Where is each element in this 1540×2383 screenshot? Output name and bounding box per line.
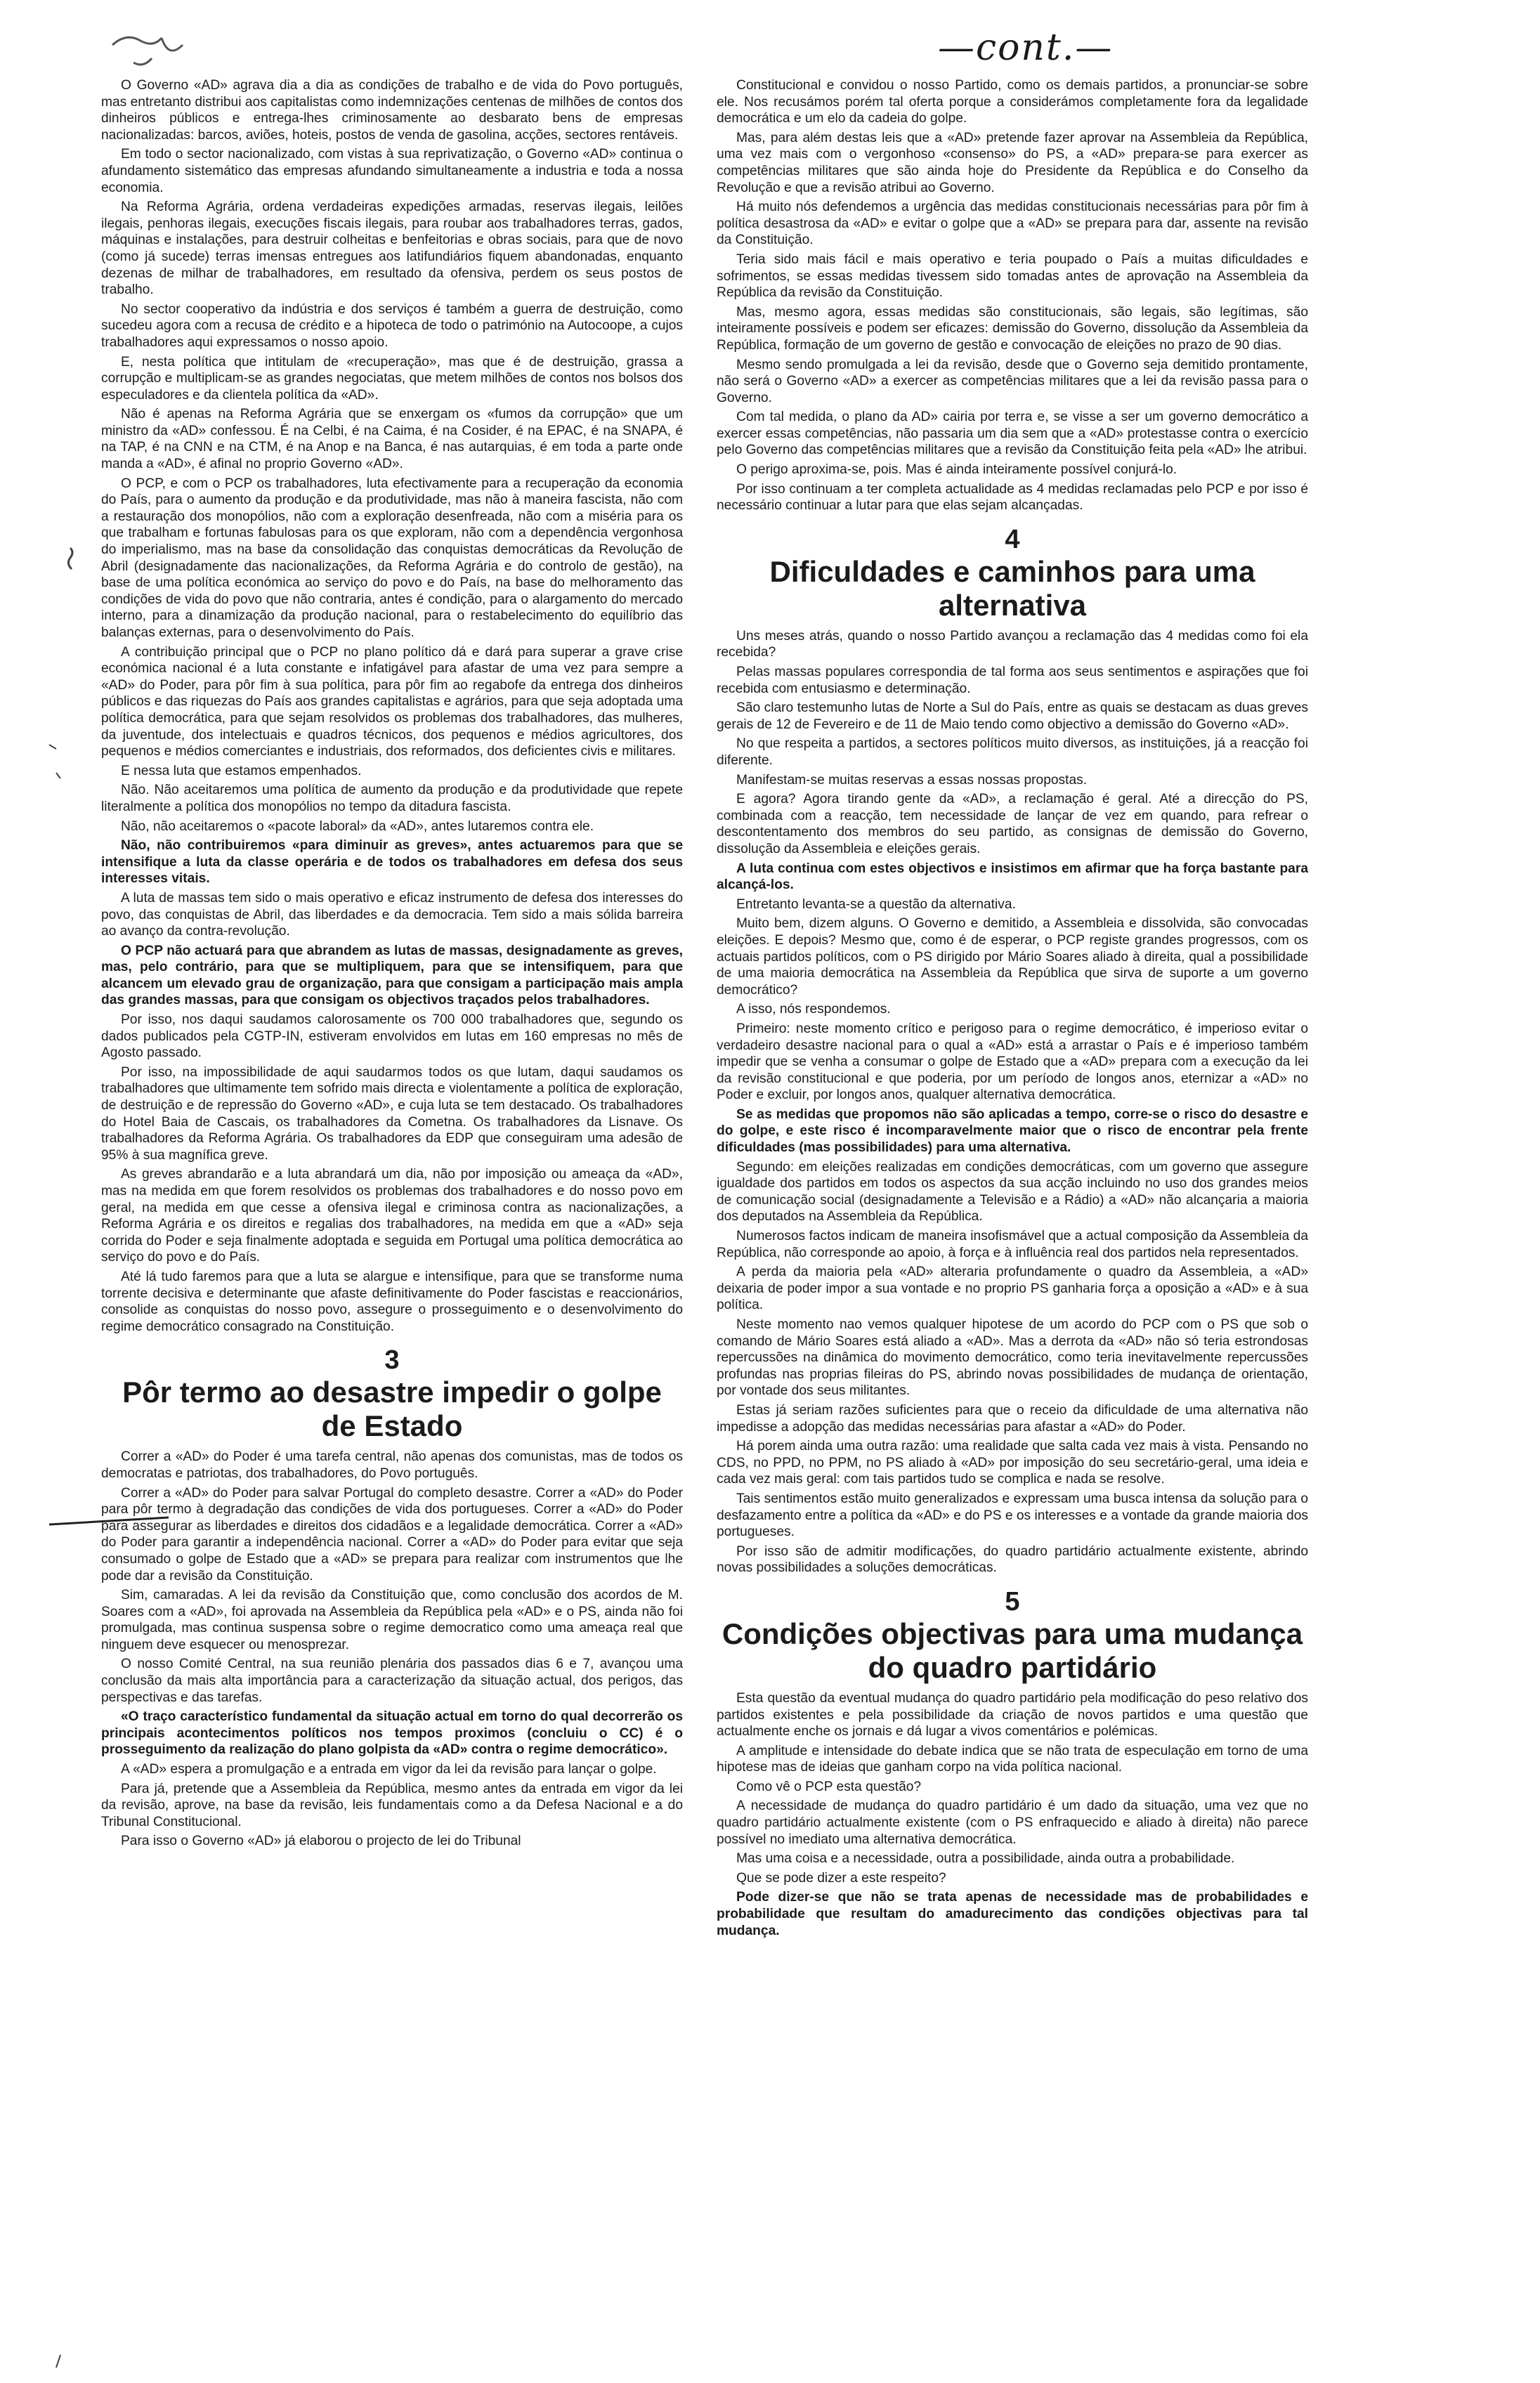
section-4-heading — [717, 524, 1308, 622]
article-paragraph: Correr a «AD» do Poder para salvar Portugal do completo desastre. Correr a «AD» do Poder para pôr termo à degradação das condições de vida dos portugueses. Correr a «AD» do Poder para assegurar as liberdades e direitos dos cidadãos e a legalidade democrática. Correr a «AD» do Poder para garantir a independência nacional. Correr a «AD» do Poder para evitar que seja consumado o golpe de Estado que a «AD» se prepara para realizar com instrumentos que lhe pode dar a revisão da Constituição. — [101, 1485, 683, 1584]
article-paragraph: Não, não aceitaremos o «pacote laboral» da «AD», antes lutaremos contra ele. — [121, 818, 594, 834]
article-paragraph: A perda da maioria pela «AD» alteraria profundamente o quadro da Assembleia, a «AD» deixaria de poder impor a sua vontade e no proprio PS ganharia força a oposição a «AD» e à sua política. — [717, 1265, 1308, 1313]
article-paragraph: Mas uma coisa e a necessidade, outra a possibilidade, ainda outra a probabilidade. — [736, 1851, 1235, 1867]
section-title: Pôr termo ao desastre impedir o golpe de Estado — [122, 1376, 662, 1443]
article-paragraph: Não, não contribuiremos «para diminuir as greves», antes actuaremos para que se intensifique a luta da classe operária e de todos os trabalhadores em defesa dos seus interesses vitais. — [101, 838, 683, 887]
article-paragraph: Teria sido mais fácil e mais operativo e teria poupado o País a muitas dificuldades e sofrimentos, se essas medidas tivessem sido tomadas antes de aprovação na Assembleia da República da revisão da Constituição. — [717, 252, 1308, 301]
article-paragraph: Neste momento nao vemos qualquer hipotese de um acordo do PCP com o PS que sob o comando de Mário Soares está aliado a «AD». Mas a derrota da «AD» não só teria estrondosas repercussões na dinâmica do movimento democrático, como teria inevitavelmente repercussões profundas nas proprias fileiras do PS, abrindo novas possibilidades de mudança de orientação, por vontade dos seus militantes. — [717, 1317, 1308, 1399]
article-paragraph: A luta de massas tem sido o mais operativo e eficaz instrumento de defesa dos interesses do povo, das conquistas de Abril, das liberdades e da democracia. Tem sido a mais sólida barreira ao avanço da contra-revolução. — [101, 890, 683, 939]
article-paragraph: As greves abrandarão e a luta abrandará um dia, não por imposição ou ameaça da «AD», mas na medida em que forem resolvidos os problemas dos trabalhadores e do nosso povo em geral, na medida em que cesse a ofensiva ilegal e criminosa contra as nacionalizações, a Reforma Agrária e os direitos e regalias dos trabalhadores, na medida em que a «AD» seja corrida do Poder e seja finalmente adoptada e seguida em Portugal uma política democrática ao serviço do povo e do País. — [101, 1167, 683, 1265]
article-paragraph: Se as medidas que propomos não são aplicadas a tempo, corre-se o risco do desastre e do golpe, e este risco é incomparavelmente maior que o risco de encontrar pela frente dificuldades (mas possibilidades) para uma alternativa. — [717, 1106, 1308, 1156]
right-paragraphs-b — [717, 628, 1308, 1576]
article-paragraph: Mesmo sendo promulgada a lei da revisão, desde que o Governo seja demitido prontamente, não será o Governo «AD» a exercer as competências militares que a lei da revisão passa para o Governo. — [717, 357, 1308, 405]
article-paragraph: A isso, nós respondemos. — [736, 1002, 891, 1017]
article-paragraph: E, nesta política que intitulam de «recuperação», mas que é de destruição, grassa a corrupção e multiplicam-se as grandes negociatas, que metem milhões de contos nos bolsos dos especuladores e da clientela política da «AD». — [101, 354, 683, 403]
article-paragraph: Para isso o Governo «AD» já elaborou o projecto de lei do Tribunal — [121, 1834, 521, 1849]
article-paragraph: Não é apenas na Reforma Agrária que se enxergam os «fumos da corrupção» que um ministro da «AD» confessou. É na Celbi, é na Caima, é na Cosider, é na EPAC, é na SNAPA, é na TAP, é na CNN e na CTM, é na Anop e na Banca, é nas autarquias, é em toda a parte onde manda a «AD», é afinal no proprio Governo «AD». — [101, 407, 683, 472]
section-3-heading — [101, 1345, 683, 1443]
left-paragraphs-a — [101, 77, 683, 1335]
article-paragraph: E nessa luta que estamos empenhados. — [121, 763, 362, 778]
article-paragraph: Entretanto levanta-se a questão da alternativa. — [736, 896, 1016, 912]
section-number: 3 — [384, 1345, 400, 1376]
article-paragraph: «O traço característico fundamental da situação actual em torno do qual decorrerão os principais acontecimentos políticos nos tempos proximos (concluiu o CC) é o prosseguimento da realização do plano golpista da «AD» contra o regime democrático». — [101, 1709, 683, 1758]
article-paragraph: Mas, mesmo agora, essas medidas são constitucionais, são legais, são legítimas, são inteiramente possíveis e podem ser eficazes: demissão do Governo, dissolução da Assembleia da República, formação de um governo de gestão e convocação de eleições no prazo de 90 dias. — [717, 304, 1308, 353]
article-paragraph: No sector cooperativo da indústria e dos serviços é também a guerra de destruição, como sucedeu agora com a recusa de crédito e a hipoteca de todo o património na Autocoope, a cujos trabalhadores aqui expressamos o nosso apoio. — [101, 301, 683, 350]
article-paragraph: Manifestam-se muitas reservas a essas nossas propostas. — [736, 772, 1088, 788]
left-paragraphs-b — [101, 1449, 683, 1850]
article-paragraph: Sim, camaradas. A lei da revisão da Constituição que, como conclusão dos acordos de M. Soares com a «AD», foi aprovada na Assembleia da República pela «AD» e o PS, ainda não foi promulgada, mas continua suspensa sobre o regime democratico como uma ameaça real que ninguem deve esquecer ou menosprezar. — [101, 1588, 683, 1652]
article-paragraph: Estas já seriam razões suficientes para que o receio da dificuldade de uma alternativa não impedisse a adopção das medidas necessárias para afastar a «AD» do Poder. — [717, 1402, 1308, 1435]
article-paragraph: Na Reforma Agrária, ordena verdadeiras expedições armadas, reservas ilegais, leilões ilegais, penhoras ilegais, execuções fiscais ilegais, para roubar aos trabalhadores terras, gados, máquinas e instalações, para destruir colheitas e benfeitorias e obras sociais, para que de novo (como já sucede) terras imensas entregues aos latifundiários fiquem abandonadas, enquanto dezenas de milhar de trabalhadores, em resultado da ofensiva, perdem os seus postos de trabalho. — [101, 200, 683, 298]
article-paragraph: Como vê o PCP esta questão? — [736, 1779, 922, 1794]
article-paragraph: São claro testemunho lutas de Norte a Sul do País, entre as quais se destacam as duas greves gerais de 12 de Fevereiro e de 11 de Maio tendo como objectivo a demissão do Governo «AD». — [717, 700, 1308, 732]
article-paragraph: A amplitude e intensidade do debate indica que se não trata de especulação em torno de uma hipotese mas de ideias que ganham corpo na vida política nacional. — [717, 1743, 1308, 1775]
section-title: Condições objectivas para uma mudança do quadro partidário — [722, 1617, 1303, 1684]
article-paragraph: Muito bem, dizem alguns. O Governo e demitido, a Assembleia e dissolvida, são convocadas eleições. E depois? Mesmo que, como é de esperar, o PCP registe grandes progressos, com os actuais partidos políticos, com o PS dirigido por Mário Soares aliado à direita, qual a possibilidade de uma maioria democrática na Assembleia da República que sirva de suporte a um governo democrático? — [717, 916, 1308, 998]
article-paragraph: Correr a «AD» do Poder é uma tarefa central, não apenas dos comunistas, mas de todos os democratas e patriotas, dos trabalhadores, do Povo português. — [101, 1449, 683, 1481]
article-paragraph: A «AD» espera a promulgação e a entrada em vigor da lei da revisão para lançar o golpe. — [121, 1762, 657, 1777]
section-number: 5 — [1005, 1586, 1020, 1617]
article-paragraph: Segundo: em eleições realizadas em condições democráticas, com um governo que assegure igualdade dos partidos em todos os aspectos da sua acção incluindo no uso dos grandes meios de comunicação social (designadamente a Televisão e a Rádio) a «AD» não alcançaria a maioria dos deputados na Assembleia da República. — [717, 1159, 1308, 1225]
article-paragraph: Não. Não aceitaremos uma política de aumento da produção e da produtividade que repete literalmente a política dos monopólios no tempo da ditadura fascista. — [101, 783, 683, 814]
article-paragraph: Com tal medida, o plano da AD» cairia por terra e, se visse a ser um governo democrático a exercer essas competências, não passaria um dia sem que a «AD» protestasse contra o exercício pelo Governo das competências militares que a revisão da Constituição feita pela «AD» lhe atribui. — [717, 410, 1308, 458]
article-paragraph: No que respeita a partidos, a sectores políticos muito diversos, as instituições, já a reacção foi diferente. — [717, 736, 1308, 768]
article-paragraph: Pode dizer-se que não se trata apenas de necessidade mas de probabilidades e probabilidade que resultam do amadurecimento das condições objectivas para tal mudança. — [717, 1890, 1308, 1938]
article-paragraph: Primeiro: neste momento crítico e perigoso para o regime democrático, é imperioso evitar o verdadeiro desastre nacional para o qual a «AD» está a arrastar o País e é imperioso também impedir que se venha a consumar o golpe de Estado que a «AD» prepara com a execução da lei da revisão constitucional e que poderia, por um período de longos anos, eternizar a «AD» no Poder e excluir, por longos anos, qualquer alternativa democrática. — [717, 1021, 1308, 1103]
article-paragraph: Por isso, nos daqui saudamos calorosamente os 700 000 trabalhadores que, segundo os dados publicados pela CGTP-IN, estiveram envolvidos em lutas em 160 empresas no mês de Agosto passado. — [101, 1012, 683, 1061]
article-paragraph: Para já, pretende que a Assembleia da República, mesmo antes da entrada em vigor da lei da revisão, aprove, na base da revisão, leis fundamentais como a da Defesa Nacional e a do Tribunal Constitucional. — [101, 1781, 683, 1829]
section-title: Dificuldades e caminhos para uma alternativa — [769, 554, 1255, 622]
article-paragraph: Em todo o sector nacionalizado, com vistas à sua reprivatização, o Governo «AD» continua o afundamento sistemático das empresas afundando simultaneamente a industria e toda a nossa economia. — [101, 147, 683, 195]
article-paragraph: O PCP não actuará para que abrandem as lutas de massas, designadamente as greves, mas, pelo contrário, para que se multipliquem, para que se intensifiquem, para que alcancem um elevado grau de organização, para que consigam a participação mais ampla das grandes massas, para que consigam os objectivos traçados pelos trabalhadores. — [101, 943, 683, 1008]
article-paragraph: A contribuição principal que o PCP no plano político dá e dará para superar a grave crise económica nacional é a luta constante e infatigável para afastar de uma vez para sempre a «AD» do Poder, para pôr fim à sua política, para pôr fim ao regabofe da entrega dos dinheiros públicos e das riquezas do País aos grandes capitalistas e agrários, para que seja adoptada uma política democrática, para que sejam resolvidos os problemas dos trabalhadores, das mulheres, da juventude, dos intelectuais e quadros técnicos, dos pequenos e médios agricultores, dos pequenos e médios comerciantes e industriais, dos reformados, dos deficientes civis e militares. — [101, 644, 683, 759]
article-paragraph: Por isso, na impossibilidade de aqui saudarmos todos os que lutam, daqui saudamos os trabalhadores que ultimamente tem sofrido mais directa e violentamente a política de exploração, de destruição e de repressão do Governo «AD», e cuja luta se tem destacado. Os trabalhadores do Hotel Baia de Cascais, os trabalhadores da Cometna. Os trabalhadores da Lisnave. Os trabalhadores da Reforma Agrária. Os trabalhadores da EDP que conseguiram uma adesão de 95% à sua magnífica greve. — [101, 1064, 683, 1163]
continued-mark: —cont.— — [938, 27, 1114, 69]
article-paragraph: A luta continua com estes objectivos e insistimos em afirmar que ha força bastante para alcançá-los. — [717, 861, 1308, 893]
article-paragraph: Tais sentimentos estão muito generalizados e expressam uma busca intensa da solução para o desfazamento entre a política da «AD» e do PS e os interesses e a vontade da grande maioria dos portugueses. — [717, 1491, 1308, 1540]
article-paragraph: Pelas massas populares correspondia de tal forma aos seus sentimentos e aspirações que foi recebida com entusiasmo e determinação. — [717, 665, 1308, 696]
right-paragraphs-c — [717, 1690, 1308, 1939]
article-paragraph: A necessidade de mudança do quadro partidário é um dado da situação, uma vez que no quadro partidário actualmente existente (com o PS enfraquecido e aliado à direita) não parece possível no imediato uma alternativa democrática. — [717, 1798, 1308, 1847]
article-paragraph: Por isso são de admitir modificações, do quadro partidário actualmente existente, abrindo novas possibilidades a soluções democráticas. — [717, 1543, 1308, 1576]
article-paragraph: Constitucional e convidou o nosso Partido, como os demais partidos, a pronunciar-se sobre ele. Nos recusámos porém tal oferta porque a considerámos completamente fora da legalidade democrática e um elo da cadeia do golpe. — [717, 78, 1308, 126]
article-paragraph: Numerosos factos indicam de maneira insofismável que a actual composição da Assembleia da República, não corresponde ao apoio, à força e à influência real dos partidos nela representados. — [717, 1229, 1308, 1260]
article-paragraph: O perigo aproxima-se, pois. Mas é ainda inteiramente possível conjurá-lo. — [736, 462, 1177, 478]
article-paragraph: Que se pode dizer a este respeito? — [736, 1870, 946, 1886]
article-paragraph: Mas, para além destas leis que a «AD» pretende fazer aprovar na Assembleia da República, uma vez mais com o vergonhoso «consenso» do PS, a «AD» prepara-se para exercer as competências militares que são ainda hoje do Presidente da República e do Conselho da Revolução e que a revisão atribui ao Governo. — [717, 130, 1308, 195]
right-column — [717, 77, 1308, 1942]
article-paragraph: O nosso Comité Central, na sua reunião plenária dos passados dias 6 e 7, avançou uma conclusão da mais alta importância para a caracterização da situação actual, dos perigos, das perspectivas e das tarefas. — [101, 1657, 683, 1705]
article-paragraph: Há muito nós defendemos a urgência das medidas constitucionais necessárias para pôr fim à política desastrosa da «AD» e evitar o golpe que a «AD» se prepara para dar, assente na revisão da Constituição. — [717, 200, 1308, 248]
article-paragraph: Por isso continuam a ter completa actualidade as 4 medidas reclamadas pelo PCP e por isso é necessário continuar a lutar para que elas sejam alcançadas. — [717, 481, 1308, 514]
right-paragraphs-a — [717, 77, 1308, 514]
section-number: 4 — [1005, 524, 1020, 554]
left-column — [101, 77, 683, 1853]
article-paragraph: O Governo «AD» agrava dia a dia as condições de trabalho e de vida do Povo português, mas entretanto distribui aos capitalistas como indemnizações centenas de milhões de contos dos dinheiros públicos e entrega-lhes criminosamente ao desbarato bens de empresas nacionalizadas: barcos, aviões, hoteis, postos de venda de gasolina, acções, sectores rentáveis. — [101, 78, 683, 143]
article-paragraph: Uns meses atrás, quando o nosso Partido avançou a reclamação das 4 medidas como foi ela recebida? — [717, 628, 1308, 660]
section-5-heading — [717, 1586, 1308, 1685]
article-paragraph: Até lá tudo faremos para que a luta se alargue e intensifique, para que se transforme numa torrente decisiva e determinante que afaste definitivamente do Poder fascistas e reaccionários, consolide as conquistas do nosso povo, assegure o prosseguimento e o desenvolvimento do regime democrático consagrado na Constituição. — [101, 1269, 683, 1334]
article-paragraph: E agora? Agora tirando gente da «AD», a reclamação é geral. Até a direcção do PS, combinada com a reacção, tem necessidade de lançar de vez em quando, para refrear o descontentamento dos membros do seu partido, as consignas de demissão do Governo, dissolução da Assembleia e eleições gerais. — [717, 792, 1308, 856]
article-paragraph: Há porem ainda uma outra razão: uma realidade que salta cada vez mais à vista. Pensando no CDS, no PPD, no PPM, no PS aliado à «AD» por imposição do seu secretário-geral, uma ideia e cada vez mais geral: com tais partidos tudo se complica e nada se resolve. — [717, 1439, 1308, 1487]
article-paragraph: Esta questão da eventual mudança do quadro partidário pela modificação do peso relativo dos partidos existentes e pela possibilidade da criação de novos partidos e uma questão que actualmente enche os jornais e dá lugar a vivos comentários e polémicas. — [717, 1690, 1308, 1739]
article-paragraph: O PCP, e com o PCP os trabalhadores, luta efectivamente para a recuperação da economia do País, para o aumento da produção e da produtividade, mas não à maneira fascista, não com a restauração dos monopólios, não com a exploração desenfreada, não com a miséria para os que trabalham e fortunas fabulosas para os que exploram, não com a dependência vergonhosa do imperialismo, mas na base da consolidação das conquistas democráticas da Revolução de Abril (designadamente das nacionalizações, da Reforma Agrária e do controlo de gestão), na base de uma política económica ao serviço do povo e do País, na base do melhoramento das condições de vida do povo que não contraria, antes é condição, para o alargamento do mercado interno, para a dinamização da produção nacional, para o restabelecimento do equilíbrio das balanças externas, para o desenvolvimento do País. — [101, 476, 683, 640]
